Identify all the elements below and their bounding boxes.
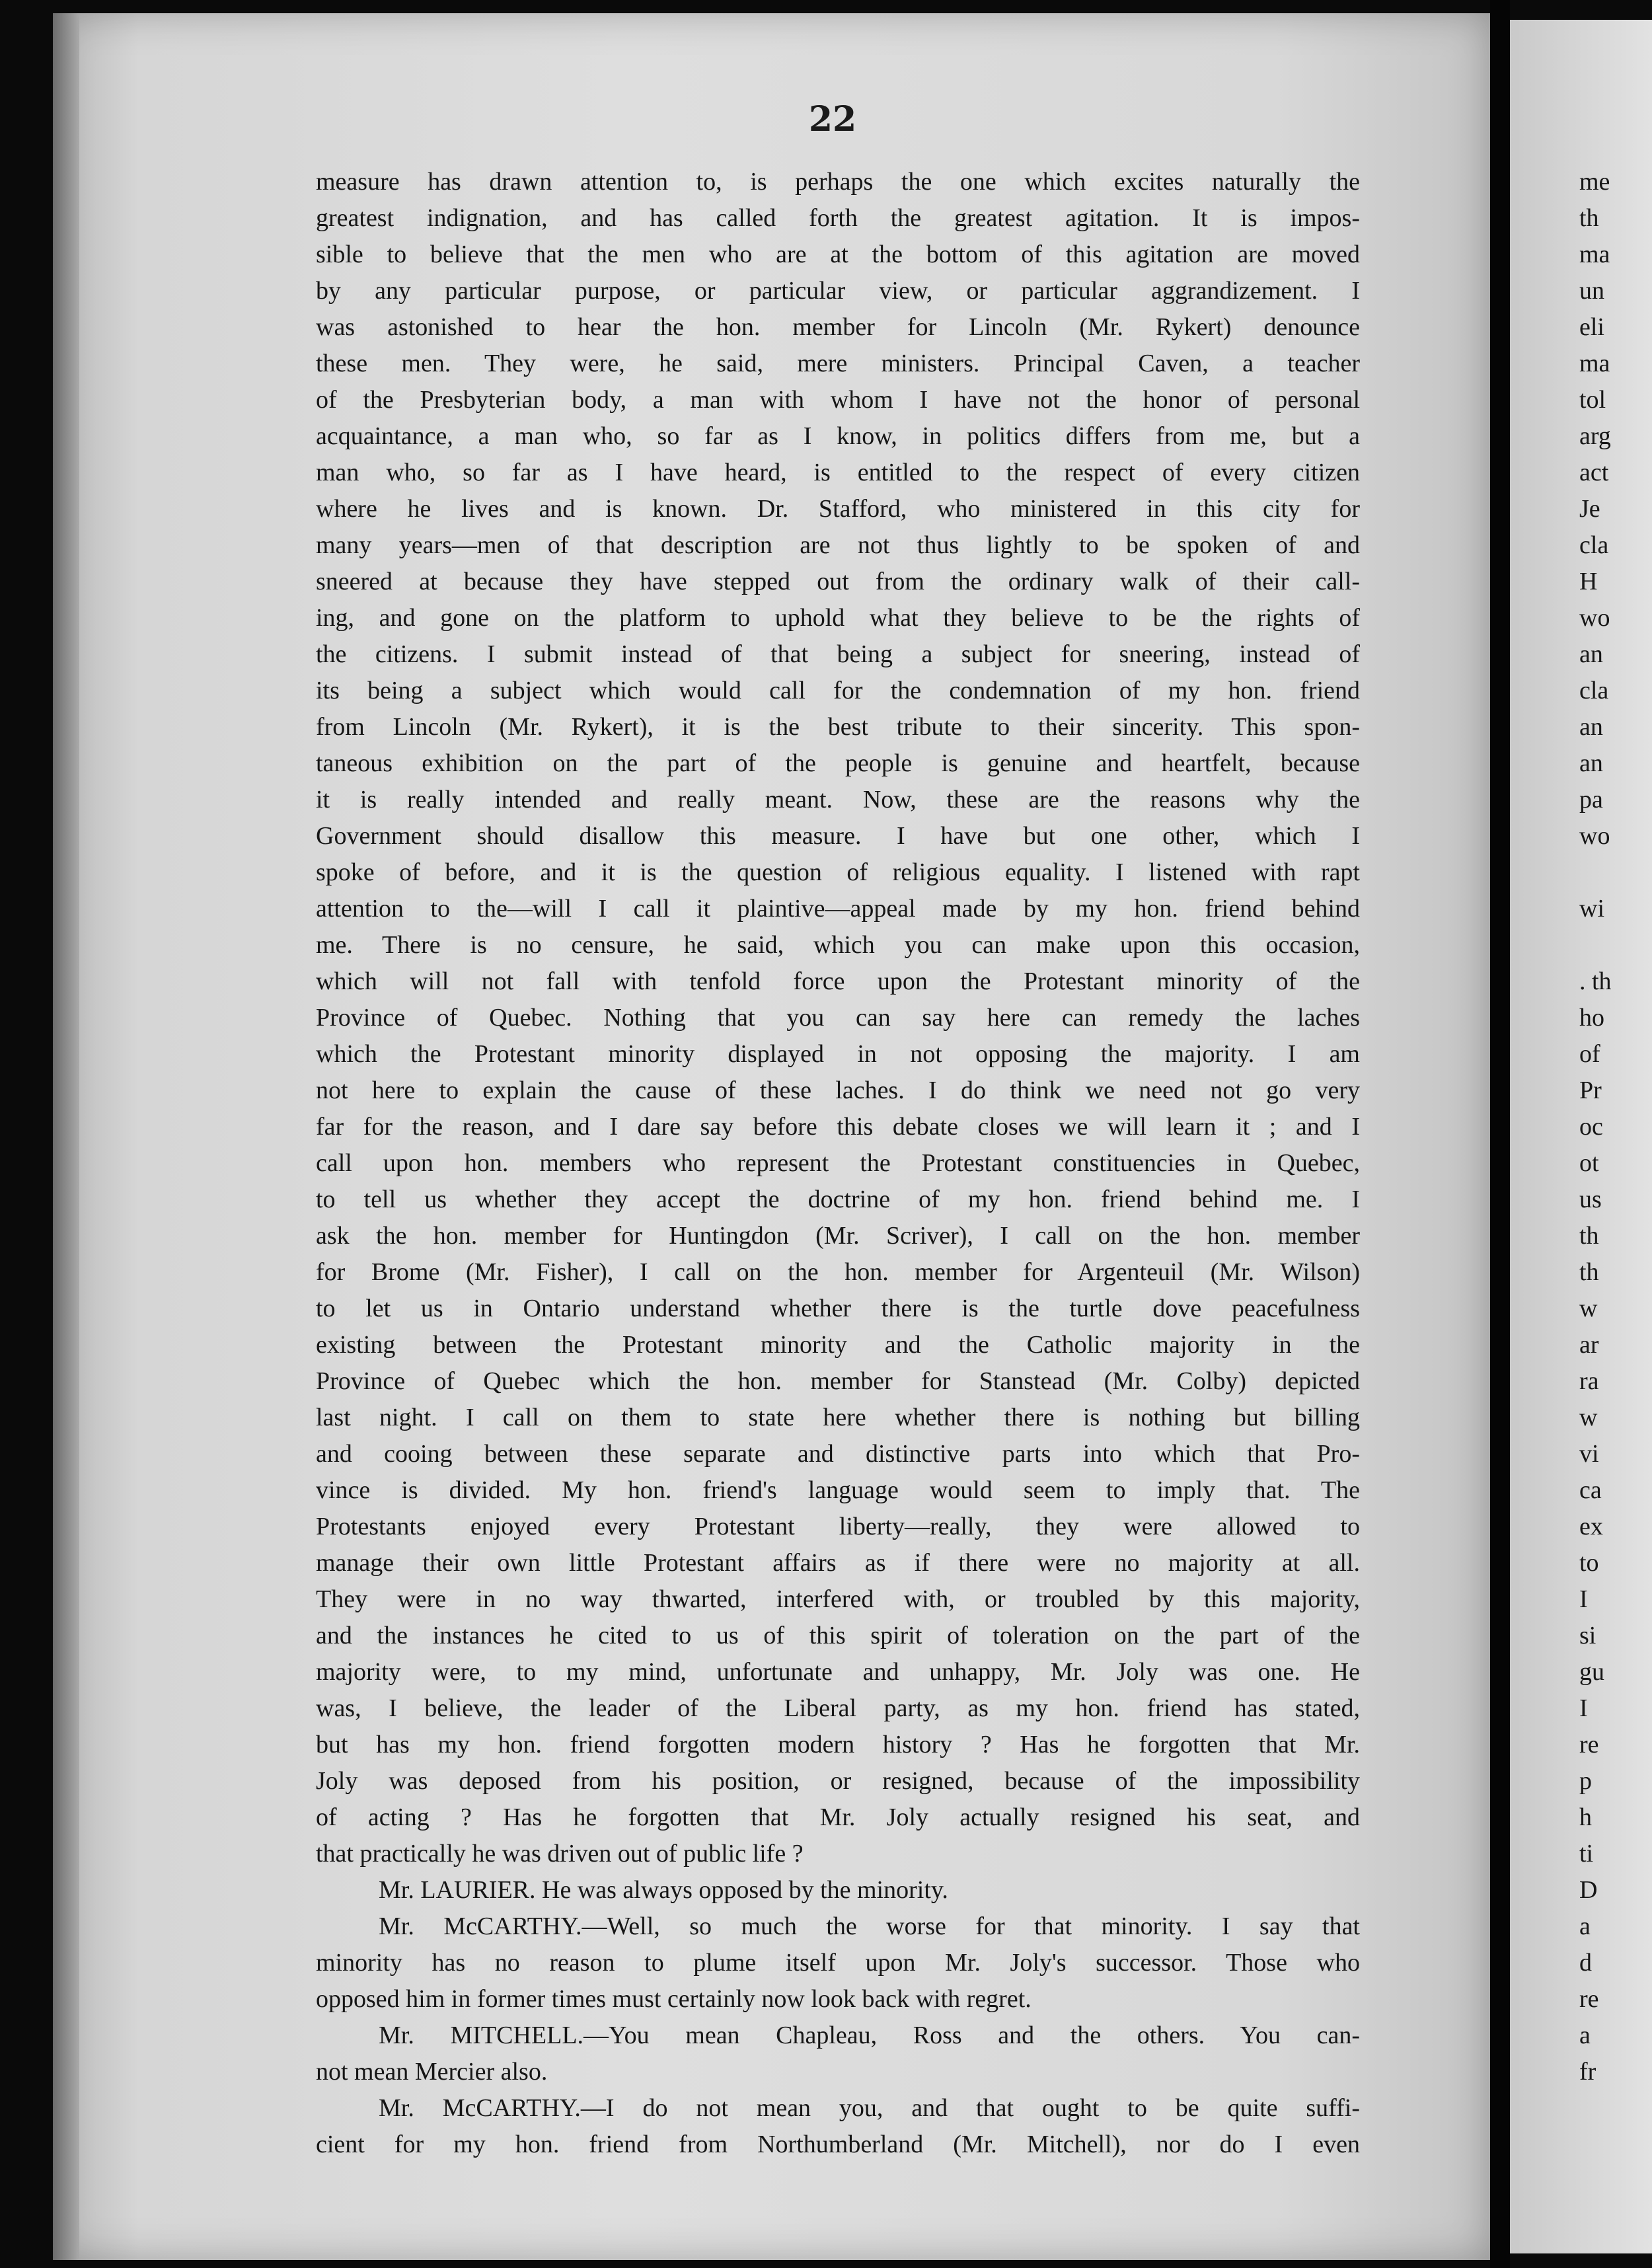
facing-page-fragment: w xyxy=(1579,1295,1598,1322)
facing-page-fragment: th xyxy=(1579,1258,1599,1286)
text-line: it is really intended and really meant. Now, these are the reasons why the xyxy=(316,786,1360,813)
text-line: manage their own little Protestant affairs as if there were no majority at all. xyxy=(316,1549,1360,1577)
text-line: Government should disallow this measure. I have but one other, which I xyxy=(316,822,1360,850)
text-line: was astonished to hear the hon. member for Lincoln (Mr. Rykert) denounce xyxy=(316,313,1360,341)
text-line: Province of Quebec. Nothing that you can say here can remedy the laches xyxy=(316,1004,1360,1032)
text-line: spoke of before, and it is the question of religious equality. I listened with rapt xyxy=(316,858,1360,886)
text-line: measure has drawn attention to, is perhaps the one which excites naturally the xyxy=(316,168,1360,196)
facing-page-fragment: me xyxy=(1579,168,1610,196)
facing-page-fragment: ma xyxy=(1579,350,1610,377)
text-line: minority has no reason to plume itself upon Mr. Joly's successor. Those who xyxy=(316,1949,1360,1977)
text-line: not here to explain the cause of these laches. I do think we need not go very xyxy=(316,1077,1360,1104)
facing-page-fragment: an xyxy=(1579,640,1603,668)
facing-page-fragment: wo xyxy=(1579,822,1610,850)
text-line: attention to the—will I call it plaintive—appeal made by my hon. friend behind xyxy=(316,895,1360,923)
text-line: Joly was deposed from his position, or resigned, because of the impossibility xyxy=(316,1767,1360,1795)
facing-page-fragment: an xyxy=(1579,749,1603,777)
text-line: greatest indignation, and has called forth the greatest agitation. It is impos- xyxy=(316,204,1360,232)
text-line: of the Presbyterian body, a man with whom I have not the honor of personal xyxy=(316,386,1360,414)
text-line: Mr. LAURIER. He was always opposed by the minority. xyxy=(379,1876,948,1904)
text-line: majority were, to my mind, unfortunate and unhappy, Mr. Joly was one. He xyxy=(316,1658,1360,1686)
facing-page-fragment: an xyxy=(1579,713,1603,741)
text-line: which the Protestant minority displayed in not opposing the majority. I am xyxy=(316,1040,1360,1068)
facing-page-fragment: ar xyxy=(1579,1331,1599,1359)
text-line: far for the reason, and I dare say before this debate closes we will learn it ; and I xyxy=(316,1113,1360,1141)
facing-page-fragment: eli xyxy=(1579,313,1604,341)
text-line: acquaintance, a man who, so far as I know, in politics differs from me, but a xyxy=(316,422,1360,450)
text-line: They were in no way thwarted, interfered with, or troubled by this majority, xyxy=(316,1585,1360,1613)
text-line: many years—men of that description are not thus lightly to be spoken of and xyxy=(316,531,1360,559)
text-line: Protestants enjoyed every Protestant liberty—really, they were allowed to xyxy=(316,1513,1360,1540)
text-line: to let us in Ontario understand whether there is the turtle dove peacefulness xyxy=(316,1295,1360,1322)
text-line: the citizens. I submit instead of that being a subject for sneering, instead of xyxy=(316,640,1360,668)
facing-page-fragments xyxy=(1579,164,1652,2090)
facing-page-fragment: Je xyxy=(1579,495,1600,523)
book-gutter xyxy=(1490,0,1510,2268)
facing-page-fragment: fr xyxy=(1579,2058,1596,2086)
facing-page-fragment xyxy=(1579,927,1652,964)
text-line: and cooing between these separate and distinctive parts into which that Pro- xyxy=(316,1440,1360,1468)
facing-page-fragment: I xyxy=(1579,1694,1588,1722)
text-line: Mr. McCARTHY.—I do not mean you, and that ought to be quite suffi- xyxy=(379,2094,1360,2122)
facing-page-fragment: d xyxy=(1579,1949,1592,1977)
facing-page-fragment: p xyxy=(1579,1767,1592,1795)
facing-page-fragment: pa xyxy=(1579,786,1603,813)
text-line: existing between the Protestant minority and the Catholic majority in the xyxy=(316,1331,1360,1359)
facing-page-fragment: cla xyxy=(1579,677,1609,704)
facing-page-fragment: of xyxy=(1579,1040,1600,1068)
facing-page-fragment: us xyxy=(1579,1186,1602,1213)
facing-page-fragment: re xyxy=(1579,1731,1599,1758)
text-line: call upon hon. members who represent the Protestant constituencies in Quebec, xyxy=(316,1149,1360,1177)
text-line: vince is divided. My hon. friend's language would seem to imply that. The xyxy=(316,1476,1360,1504)
facing-page-fragment: un xyxy=(1579,277,1604,305)
facing-page-fragment: H xyxy=(1579,568,1598,595)
text-line: was, I believe, the leader of the Liberal party, as my hon. friend has stated, xyxy=(316,1694,1360,1722)
facing-page-fragment: ex xyxy=(1579,1513,1603,1540)
text-line: to tell us whether they accept the doctrine of my hon. friend behind me. I xyxy=(316,1186,1360,1213)
text-line: Mr. McCARTHY.—Well, so much the worse for that minority. I say that xyxy=(379,1912,1360,1940)
text-line: man who, so far as I have heard, is entitled to the respect of every citizen xyxy=(316,459,1360,486)
facing-page-fragment: act xyxy=(1579,459,1609,486)
text-line: me. There is no censure, he said, which you can make upon this occasion, xyxy=(316,931,1360,959)
facing-page-fragment xyxy=(1579,854,1652,891)
text-line: and the instances he cited to us of this spirit of toleration on the part of the xyxy=(316,1622,1360,1649)
facing-page-fragment: h xyxy=(1579,1803,1592,1831)
facing-page-fragment: re xyxy=(1579,1985,1599,2013)
facing-page-fragment: ra xyxy=(1579,1367,1599,1395)
facing-page-fragment: vi xyxy=(1579,1440,1599,1468)
text-line: opposed him in former times must certainly now look back with regret. xyxy=(316,1985,1032,2013)
facing-page-fragment: tol xyxy=(1579,386,1606,414)
text-line: for Brome (Mr. Fisher), I call on the hon. member for Argenteuil (Mr. Wilson) xyxy=(316,1258,1360,1286)
text-line: its being a subject which would call for the condemnation of my hon. friend xyxy=(316,677,1360,704)
text-line: sneered at because they have stepped out from the ordinary walk of their call- xyxy=(316,568,1360,595)
facing-page-fragment: Pr xyxy=(1579,1077,1602,1104)
facing-page-fragment: w xyxy=(1579,1404,1598,1431)
facing-page-fragment: ho xyxy=(1579,1004,1604,1032)
text-line: these men. They were, he said, mere ministers. Principal Caven, a teacher xyxy=(316,350,1360,377)
facing-page-fragment: ti xyxy=(1579,1840,1594,1868)
text-line: ing, and gone on the platform to uphold what they believe to be the rights of xyxy=(316,604,1360,632)
facing-page-fragment: arg xyxy=(1579,422,1611,450)
facing-page-fragment: I xyxy=(1579,1585,1588,1613)
facing-page-fragment: ot xyxy=(1579,1149,1599,1177)
facing-page-fragment: gu xyxy=(1579,1658,1604,1686)
facing-page-fragment: si xyxy=(1579,1622,1596,1649)
text-line: last night. I call on them to state here whether there is nothing but billing xyxy=(316,1404,1360,1431)
facing-page-fragment: a xyxy=(1579,1912,1591,1940)
text-line: of acting ? Has he forgotten that Mr. Joly actually resigned his seat, and xyxy=(316,1803,1360,1831)
text-line: taneous exhibition on the part of the people is genuine and heartfelt, because xyxy=(316,749,1360,777)
facing-page-fragment: D xyxy=(1579,1876,1598,1904)
page-body-text xyxy=(316,164,1360,2163)
facing-page-fragment: . th xyxy=(1579,967,1612,995)
text-line: but has my hon. friend forgotten modern history ? Has he forgotten that Mr. xyxy=(316,1731,1360,1758)
facing-page-fragment: a xyxy=(1579,2022,1591,2049)
page-left-edge xyxy=(53,13,79,2260)
facing-page-fragment: th xyxy=(1579,204,1599,232)
text-line: from Lincoln (Mr. Rykert), it is the best tribute to their sincerity. This spon- xyxy=(316,713,1360,741)
facing-page-fragment: wo xyxy=(1579,604,1610,632)
text-line: by any particular purpose, or particular view, or particular aggrandizement. I xyxy=(316,277,1360,305)
text-line: Province of Quebec which the hon. member for Stanstead (Mr. Colby) depicted xyxy=(316,1367,1360,1395)
text-line: which will not fall with tenfold force upon the Protestant minority of the xyxy=(316,967,1360,995)
page-number: 22 xyxy=(808,99,857,139)
facing-page-fragment: cla xyxy=(1579,531,1609,559)
text-line: where he lives and is known. Dr. Stafford, who ministered in this city for xyxy=(316,495,1360,523)
text-line: that practically he was driven out of public life ? xyxy=(316,1840,804,1868)
facing-page-fragment: th xyxy=(1579,1222,1599,1250)
facing-page-fragment: ma xyxy=(1579,241,1610,268)
text-line: sible to believe that the men who are at the bottom of this agitation are moved xyxy=(316,241,1360,268)
text-line: not mean Mercier also. xyxy=(316,2058,548,2086)
facing-page-fragment: ca xyxy=(1579,1476,1602,1504)
facing-page-fragment: wi xyxy=(1579,895,1604,923)
facing-page-fragment: oc xyxy=(1579,1113,1603,1141)
text-line: cient for my hon. friend from Northumberland (Mr. Mitchell), nor do I even xyxy=(316,2131,1360,2158)
text-line: Mr. MITCHELL.—You mean Chapleau, Ross and the others. You can- xyxy=(379,2022,1360,2049)
facing-page-fragment: to xyxy=(1579,1549,1599,1577)
text-line: ask the hon. member for Huntingdon (Mr. Scriver), I call on the hon. member xyxy=(316,1222,1360,1250)
